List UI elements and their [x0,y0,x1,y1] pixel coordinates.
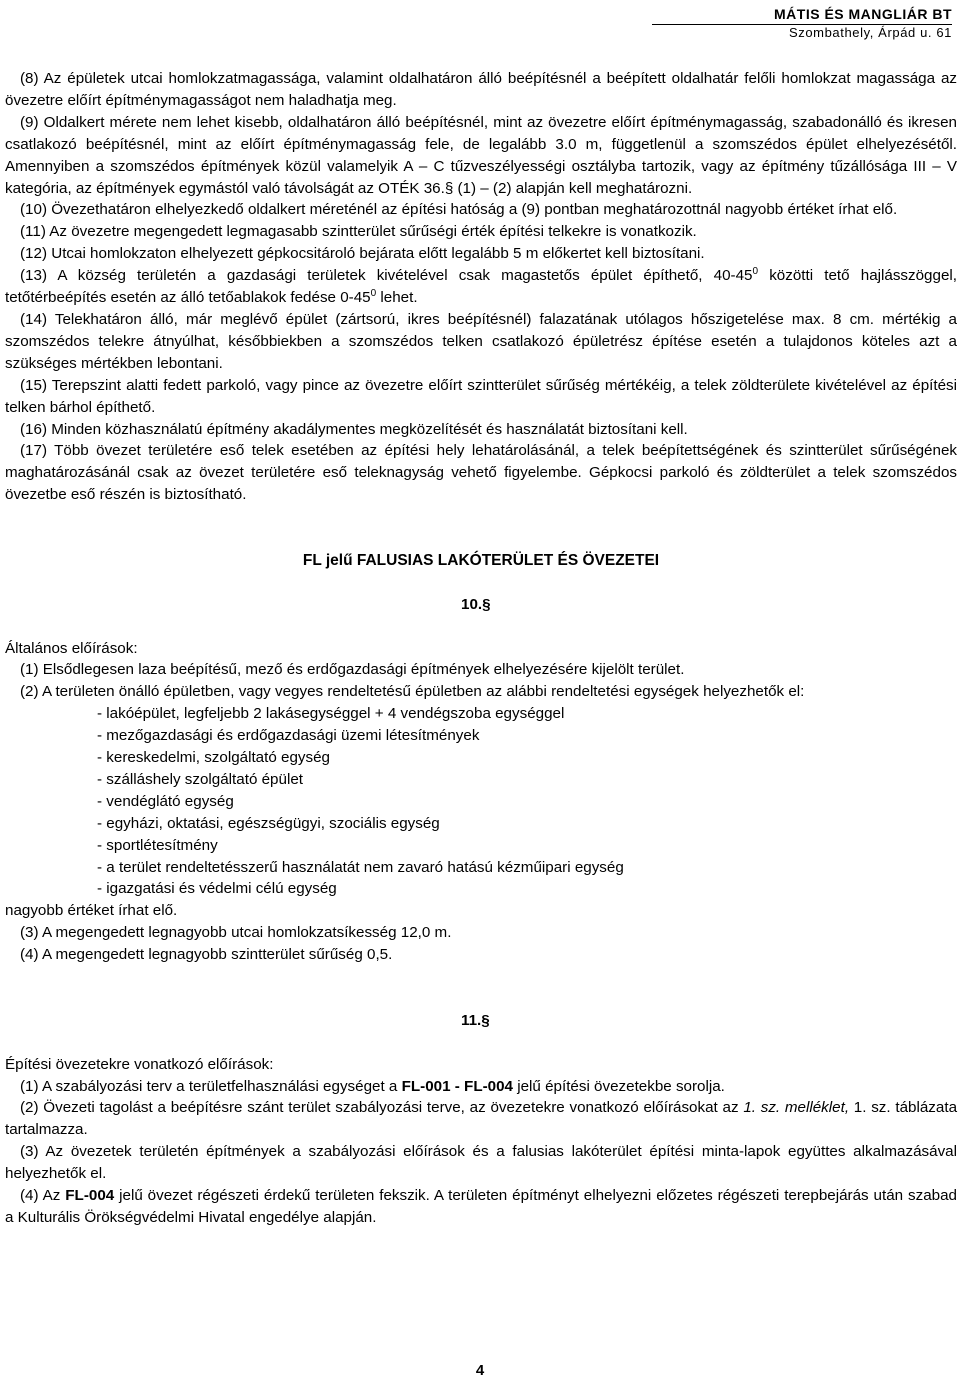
paragraph-17: (17) Több övezet területére eső telek esetében az építési hely lehatárolásánál, a telek beépítettségének és szintterület sűrűségének maghatározásánál csak az övezet területére eső teleknagyság vehető figyelembe. Gépkocsi parkoló és zöldterület a telek szomszédos övezetbe eső részén is biztosítható. [5,442,957,504]
list-item: - igazgatási és védelmi célú egység [97,880,337,898]
paragraph-8: (8) Az épületek utcai homlokzatmagassága, valamint oldalhatáron álló beépítésnél a beépített oldalhatár felőli homlokzat magassága az övezetre előírt építménymagasságot nem haladhatja meg. [5,70,957,109]
zone-heading: FL jelű FALUSIAS LAKÓTERÜLET ÉS ÖVEZETEI [302,551,660,569]
unit-list [5,703,957,900]
list-item: - a terület rendeltetésszerű használatát nem zavaró hatású kézműipari egység [97,858,624,876]
list-item: - kereskedelmi, szolgáltató egység [97,749,330,767]
page-number: 4 [475,1362,485,1379]
degree-superscript: 0 [752,266,759,278]
p13-part-c: lehet. [376,289,418,307]
section-10-intro: Általános előírások: [5,639,138,657]
list-item: - lakóépület, legfeljebb 2 lakásegységgel + 4 vendégszoba egységgel [97,705,565,723]
paragraph-10: (10) Övezethatáron elhelyezkedő oldalkert méreténél az építési hatóság a (9) pontban meghatározottnál nagyobb értéket írhat elő. [20,201,898,219]
section-11-number: 11.§ [461,1011,490,1029]
degree-superscript: 0 [370,288,377,299]
paragraph-14: (14) Telekhatáron álló, már meglévő épület (zártsorú, ikres beépítésnél) falazatának utólagos hőszigetelése max. 8 cm. mértékig a szomszédos telekre átnyúlhat, későbbiekben a szomszédos telken csatlakozó épületrész építése esetén a tulajdonos köteles azt a szükséges mértékben lebontani. [5,310,957,372]
p13-part-a: (13) A község területén a gazdasági területek kivételével csak magastetős épület építhető, 40-45 [20,267,753,285]
list-item: - szálláshely szolgáltató épület [97,770,303,788]
p13-part-b: közötti tető hajlásszöggel, tetőtérbeépítés esetén az álló tetőablakok fedése 0-45 [5,267,957,307]
zone-code-range: FL-001 - FL-004 [401,1077,513,1095]
document-body [5,68,957,1229]
document-header [652,6,952,40]
paragraph-15: (15) Terepszint alatti fedett parkoló, vagy pince az övezetre előírt szintterület sűrűség mértékéig, a telek zöldterülete kivételével az építési telken bárhol építhető. [5,376,957,416]
section-11-paragraph-1: (1) A szabályozási terv a területfelhasználási egységet a FL-001 - FL-004 jelű építési övezetekbe sorolja. [20,1077,725,1095]
list-item: - vendéglátó egység [97,792,234,810]
paragraph-11: (11) Az övezetre megengedett legmagasabb szintterület sűrűségi érték építési telkekre is vonatkozik. [20,223,697,241]
paragraph-13 [5,265,957,309]
section-11-intro: Építési övezetekre vonatkozó előírások: [5,1055,274,1073]
section-10-number: 10.§ [461,595,491,613]
list-item: - mezőgazdasági és erdőgazdasági üzemi létesítmények [97,727,480,745]
paragraph-9: (9) Oldalkert mérete nem lehet kisebb, oldalhatáron álló beépítésnél, mint az övezetre előírt építménymagasság, szabadonálló és ikresen csatlakozó beépítésnél, mint az előírt építménymagasság fele, de legalább 3.0 m, függetlenül a szomszédos épület elhelyezésétől. Amennyiben a szomszédos építmények közül valamelyik A – C tűzveszélyességi osztályba tartozik, vagy az építmény tűzállósága III – V kategória, az építmények egymástól való távolságát az OTÉK 36.§ (1) – (2) alapján kell meghatározni. [5,113,957,197]
paragraph-12: (12) Utcai homlokzaton elhelyezett gépkocsitároló bejárata előtt legalább 5 m előkertet kell biztosítani. [20,245,705,263]
zone-code: FL-004 [65,1187,115,1205]
section-10-paragraph-2: (2) A területen önálló épületben, vagy vegyes rendeltetésű épületben az alábbi rendeltetési egységek helyezhetők el: [20,683,805,701]
section-11-paragraph-4: (4) Az FL-004 jelű övezet régészeti érdekű területen fekszik. A területen építményt elhelyezni előzetes régészeti terepbejárás után szabad a Kulturális Örökségvédelmi Hivatal engedélye alapján. [5,1187,957,1227]
section-10-paragraph-4: (4) A megengedett legnagyobb szintterület sűrűség 0,5. [20,946,393,964]
list-item: - sportlétesítmény [97,836,218,854]
firm-address: Szombathely, Árpád u. 61 [788,25,952,40]
after-list-text: nagyobb értéket írhat elő. [5,902,178,920]
section-10-paragraph-3: (3) A megengedett legnagyobb utcai homlokzatsíkesség 12,0 m. [20,924,452,942]
section-11-paragraph-3: (3) Az övezetek területén építmények a szabályozási előírások és a falusias lakóterület építési minta-lapok együttes alkalmazásával helyezhetők el. [5,1143,957,1183]
list-item: - egyházi, oktatási, egészségügyi, szociális egység [97,814,440,832]
firm-name: MÁTIS ÉS MANGLIÁR BT [774,6,952,22]
section-11-paragraph-2: (2) Övezeti tagolást a beépítésre szánt terület szabályozási terve, az övezetekre vonatkozó előírásokat az 1. sz. melléklet, 1. sz. táblázata tartalmazza. [5,1099,958,1139]
section-10-paragraph-1: (1) Elsődlegesen laza beépítésű, mező és erdőgazdasági építmények elhelyezésére kijelölt terület. [20,661,685,679]
paragraph-16: (16) Minden közhasználatú építmény akadálymentes megközelítését és használatát biztosítani kell. [20,420,688,438]
annex-reference: 1. sz. melléklet, [743,1099,850,1117]
